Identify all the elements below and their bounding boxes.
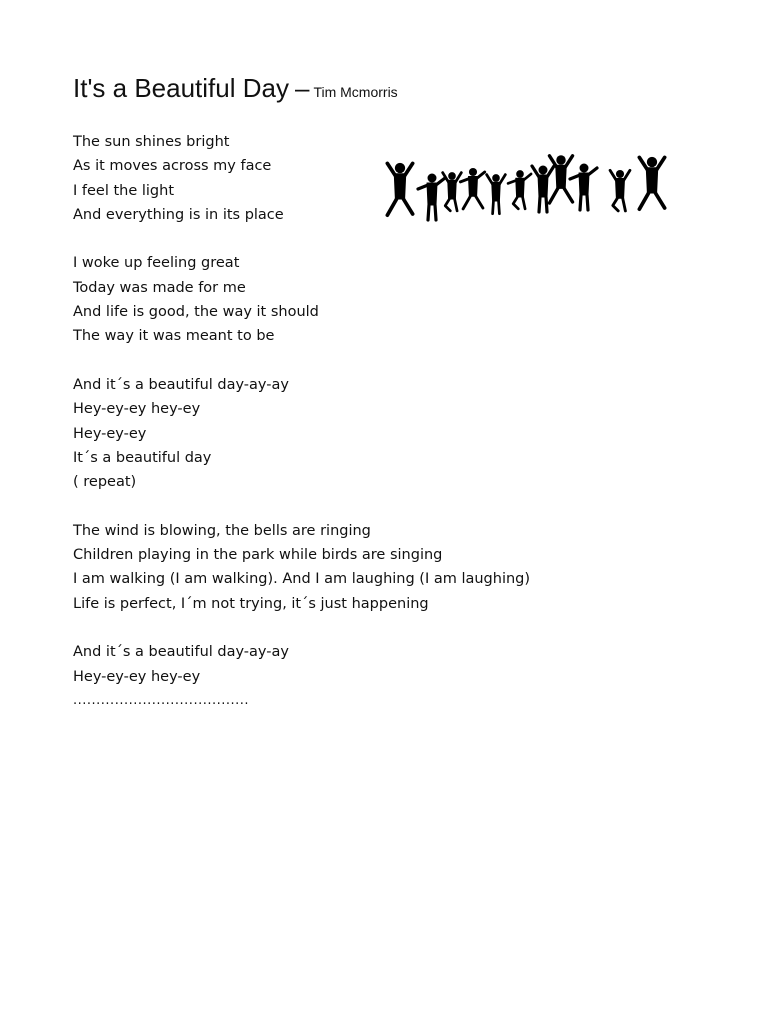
lyrics xyxy=(73,130,593,713)
lyric-line: And it´s a beautiful day-ay-ay xyxy=(73,376,289,393)
lyric-line: The wind is blowing, the bells are ringing xyxy=(73,522,371,539)
lyric-line: Hey-ey-ey xyxy=(73,425,147,442)
title-separator: – xyxy=(294,73,310,103)
lyric-line: The sun shines bright xyxy=(73,134,230,150)
lyric-line: And everything is in its place xyxy=(73,206,284,223)
lyric-line: I am walking (I am walking). And I am laughing (I am laughing) xyxy=(73,571,531,588)
lyric-line: Children playing in the park while birds are singing xyxy=(73,547,443,564)
lyric-line: I feel the light xyxy=(73,182,175,199)
lyric-line: And it´s a beautiful day-ay-ay xyxy=(73,644,289,661)
lyric-line: As it moves across my face xyxy=(73,158,272,175)
stanza-2 xyxy=(73,251,593,348)
lyric-line: And life is good, the way it should xyxy=(73,304,319,321)
lyric-line: Life is perfect, I´m not trying, it´s just happening xyxy=(73,595,429,612)
lyric-line: Hey-ey-ey hey-ey xyxy=(73,401,201,418)
lyric-line: It´s a beautiful day xyxy=(73,449,212,466)
jumping-person-figure xyxy=(639,157,664,209)
chorus-2 xyxy=(73,640,593,713)
jumping-person-figure xyxy=(610,170,630,211)
chorus-1 xyxy=(73,373,593,494)
stanza-3 xyxy=(73,519,593,616)
lyric-line: Today was made for me xyxy=(73,279,246,296)
artist-name: Tim Mcmorris xyxy=(313,84,398,100)
lyric-line: The way it was meant to be xyxy=(73,328,275,345)
continuation-dots: ...................................... xyxy=(73,692,250,708)
repeat-note: ( repeat) xyxy=(73,474,137,491)
lyric-line: Hey-ey-ey hey-ey xyxy=(73,668,201,685)
song-title: It's a Beautiful Day xyxy=(73,73,289,103)
lyric-line: I woke up feeling great xyxy=(73,255,240,272)
stanza-1 xyxy=(73,130,593,227)
page-title xyxy=(73,68,398,105)
